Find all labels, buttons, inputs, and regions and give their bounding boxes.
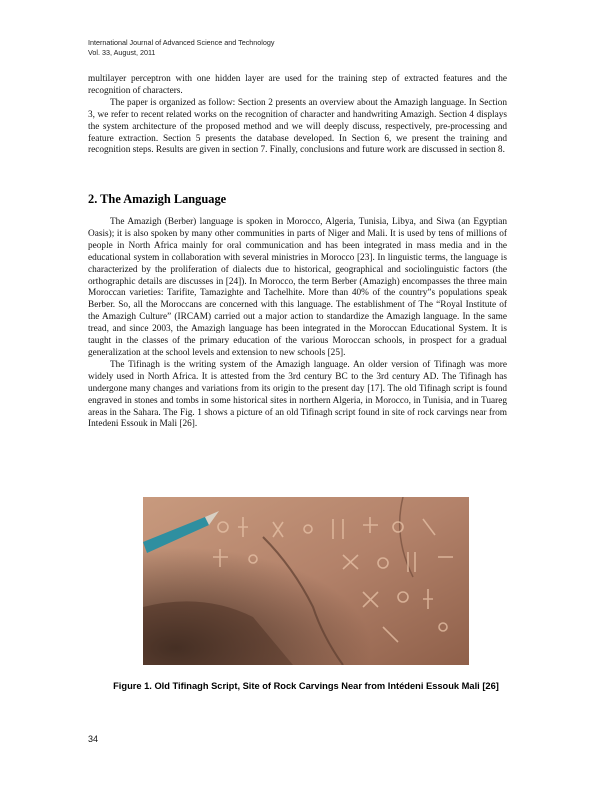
- running-header: [88, 38, 274, 57]
- page-number: 34: [88, 734, 99, 744]
- intro-text: [88, 74, 507, 157]
- section-heading: 2. The Amazigh Language: [88, 192, 227, 206]
- figure-caption: Figure 1. Old Tifinagh Script, Site of Rock Carvings Near from Intédeni Essouk Mali [26]: [113, 681, 499, 691]
- rock-carving-photo: [143, 497, 469, 665]
- intro-paragraph: multilayer perceptron with one hidden layer are used for the training step of extracted features and the recognition of characters.: [88, 74, 507, 96]
- section-text: [88, 217, 507, 431]
- intro-paragraph: The paper is organized as follow: Section 2 presents an overview about the Amazigh language. In Section 3, we refer to recent related works on the recognition of character and handwriting Amazigh. Section 4 displays the system architecture of the proposed method and we will deeply discuss, respectively, pre-processing and feature extraction. Section 5 presents the database developed. In Section 6, we present the training and recognition steps. Results are given in section 7. Finally, conclusions and future work are discussed in section 8.: [88, 97, 507, 156]
- rock-carving-image: [143, 497, 469, 665]
- rock-vignette: [143, 497, 469, 665]
- journal-name: International Journal of Advanced Science and Technology: [88, 38, 275, 47]
- section-paragraph: The Tifinagh is the writing system of the Amazigh language. An older version of Tifinagh was more widely used in North Africa. It is attested from the 3rd century BC to the 3rd century AD. The Tifinagh has undergone many changes and variations from its origin to the present day [17]. The old Tifinagh script is found engraved in stones and tombs in some historical sites in northern Algeria, in Morocco, in Tunisia, and in Tuareg areas in the Sahara. The Fig. 1 shows a picture of an old Tifinagh script found in site of rock carvings near from Intedeni Essouk in Mali [26].: [88, 359, 507, 430]
- section-paragraph: The Amazigh (Berber) language is spoken in Morocco, Algeria, Tunisia, Libya, and Siwa (an Egyptian Oasis); it is also spoken by many other communities in parts of Niger and Mali. It is used by tens of millions of people in North Africa mainly for oral communication and has been integrated in mass media and in the educational system in collaboration with several ministries in Morocco [23]. In linguistic terms, the language is characterized by the proliferation of dialects due to historical, geographical and sociolinguistic factors (the orthographic details are discusses in [24]). In Morocco, the term Berber (Amazigh) encompasses the three main Moroccan varieties: Tarifite, Tamazighte and Tachelhite. More than 40% of the country”s populations speak Berber. So, all the Moroccans are concerned with this language. The establishment of The “Royal Institute of the Amazigh Culture” (IRCAM) carried out a major action to standardize the Amazigh language. In the same tread, and since 2003, the Amazigh language has been integrated in the Moroccan Educational System. It is taught in the classes of the primary education of the various Moroccan schools, in prospect for a gradual generalization at the school levels and extension to new schools [25].: [88, 217, 507, 358]
- journal-volume: Vol. 33, August, 2011: [88, 47, 156, 57]
